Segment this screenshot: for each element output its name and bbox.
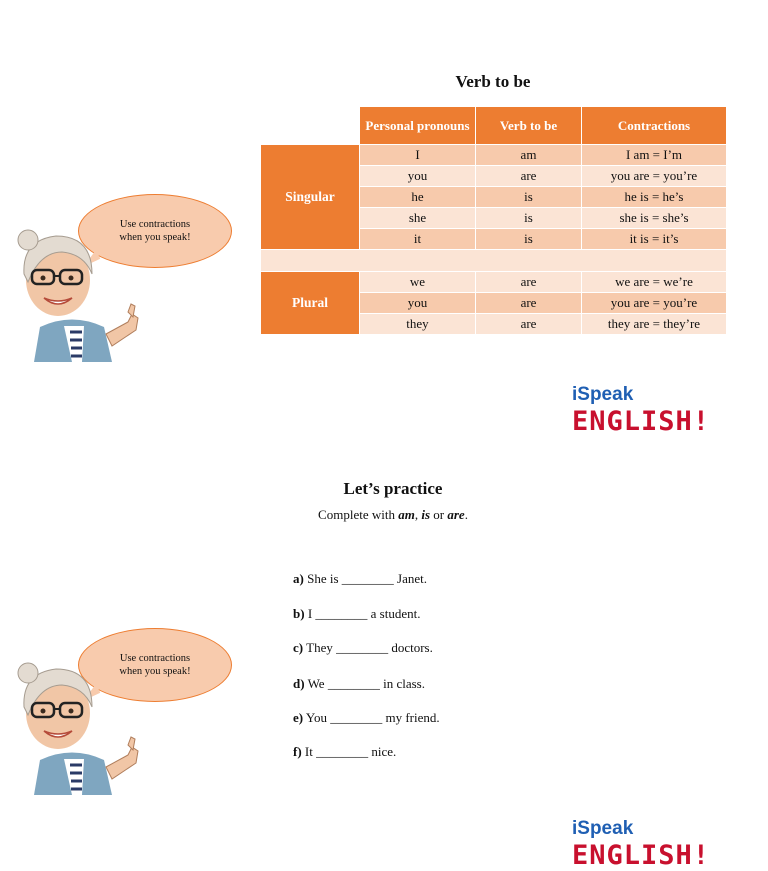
contraction-cell: she is = she’s [582,208,727,229]
exercise-item-f: f) It ________ nice. [293,744,397,759]
verb-cell: is [476,187,582,208]
contraction-cell: I am = I’m [582,145,727,166]
logo-english-text: ENGLISH! [572,406,711,437]
pronoun-cell: you [360,293,476,314]
group-label-plural: Plural [261,272,360,335]
exercise-item-c: c) They ________ doctors. [293,640,433,655]
verb-cell: am [476,145,582,166]
exercise-item-e: e) You ________ my friend. [293,710,440,725]
pronoun-cell: it [360,229,476,250]
table-row [261,145,727,166]
speech-bubble-text: Use contractions when you speak! [119,653,191,677]
pronoun-cell: she [360,208,476,229]
exercise-item-b: b) I ________ a student. [293,606,421,621]
ispeak-english-logo [572,384,768,437]
table-separator-row [261,250,727,272]
verb-cell: is [476,229,582,250]
pronoun-cell: they [360,314,476,335]
header-contractions: Contractions [582,107,727,145]
contraction-cell: we are = we’re [582,272,727,293]
ispeak-english-logo [572,818,768,871]
teacher-avatar-illustration [12,655,142,795]
header-personal-pronouns: Personal pronouns [360,107,476,145]
verb-cell: are [476,314,582,335]
pronoun-cell: I [360,145,476,166]
contraction-cell: he is = he’s [582,187,727,208]
pronoun-cell: you [360,166,476,187]
verb-cell: are [476,166,582,187]
pronoun-cell: he [360,187,476,208]
contraction-cell: you are = you’re [582,166,727,187]
verb-cell: are [476,272,582,293]
practice-title: Let’s practice [343,479,443,498]
speech-bubble-text: Use contractions when you speak! [119,219,191,243]
group-label-singular: Singular [261,145,360,250]
table-title: Verb to be [455,72,531,91]
verb-cell: is [476,208,582,229]
logo-ispeak-text: iSpeak [572,818,634,839]
pronoun-cell: we [360,272,476,293]
exercise-item-a: a) She is ________ Janet. [293,571,427,586]
word-are: are [447,507,465,522]
contraction-cell: it is = it’s [582,229,727,250]
teacher-avatar-illustration [12,222,142,362]
word-is: is [421,507,431,522]
contraction-cell: they are = they’re [582,314,727,335]
logo-english-text: ENGLISH! [572,840,711,871]
word-am: am [398,507,415,522]
contraction-cell: you are = you’re [582,293,727,314]
practice-instruction: Complete with am, is or are. [318,507,468,522]
exercise-item-d: d) We ________ in class. [293,676,425,691]
logo-ispeak-text: iSpeak [572,384,634,405]
header-empty [261,107,360,145]
header-verb-to-be: Verb to be [476,107,582,145]
verb-to-be-table [260,106,727,335]
table-row [261,272,727,293]
verb-cell: are [476,293,582,314]
